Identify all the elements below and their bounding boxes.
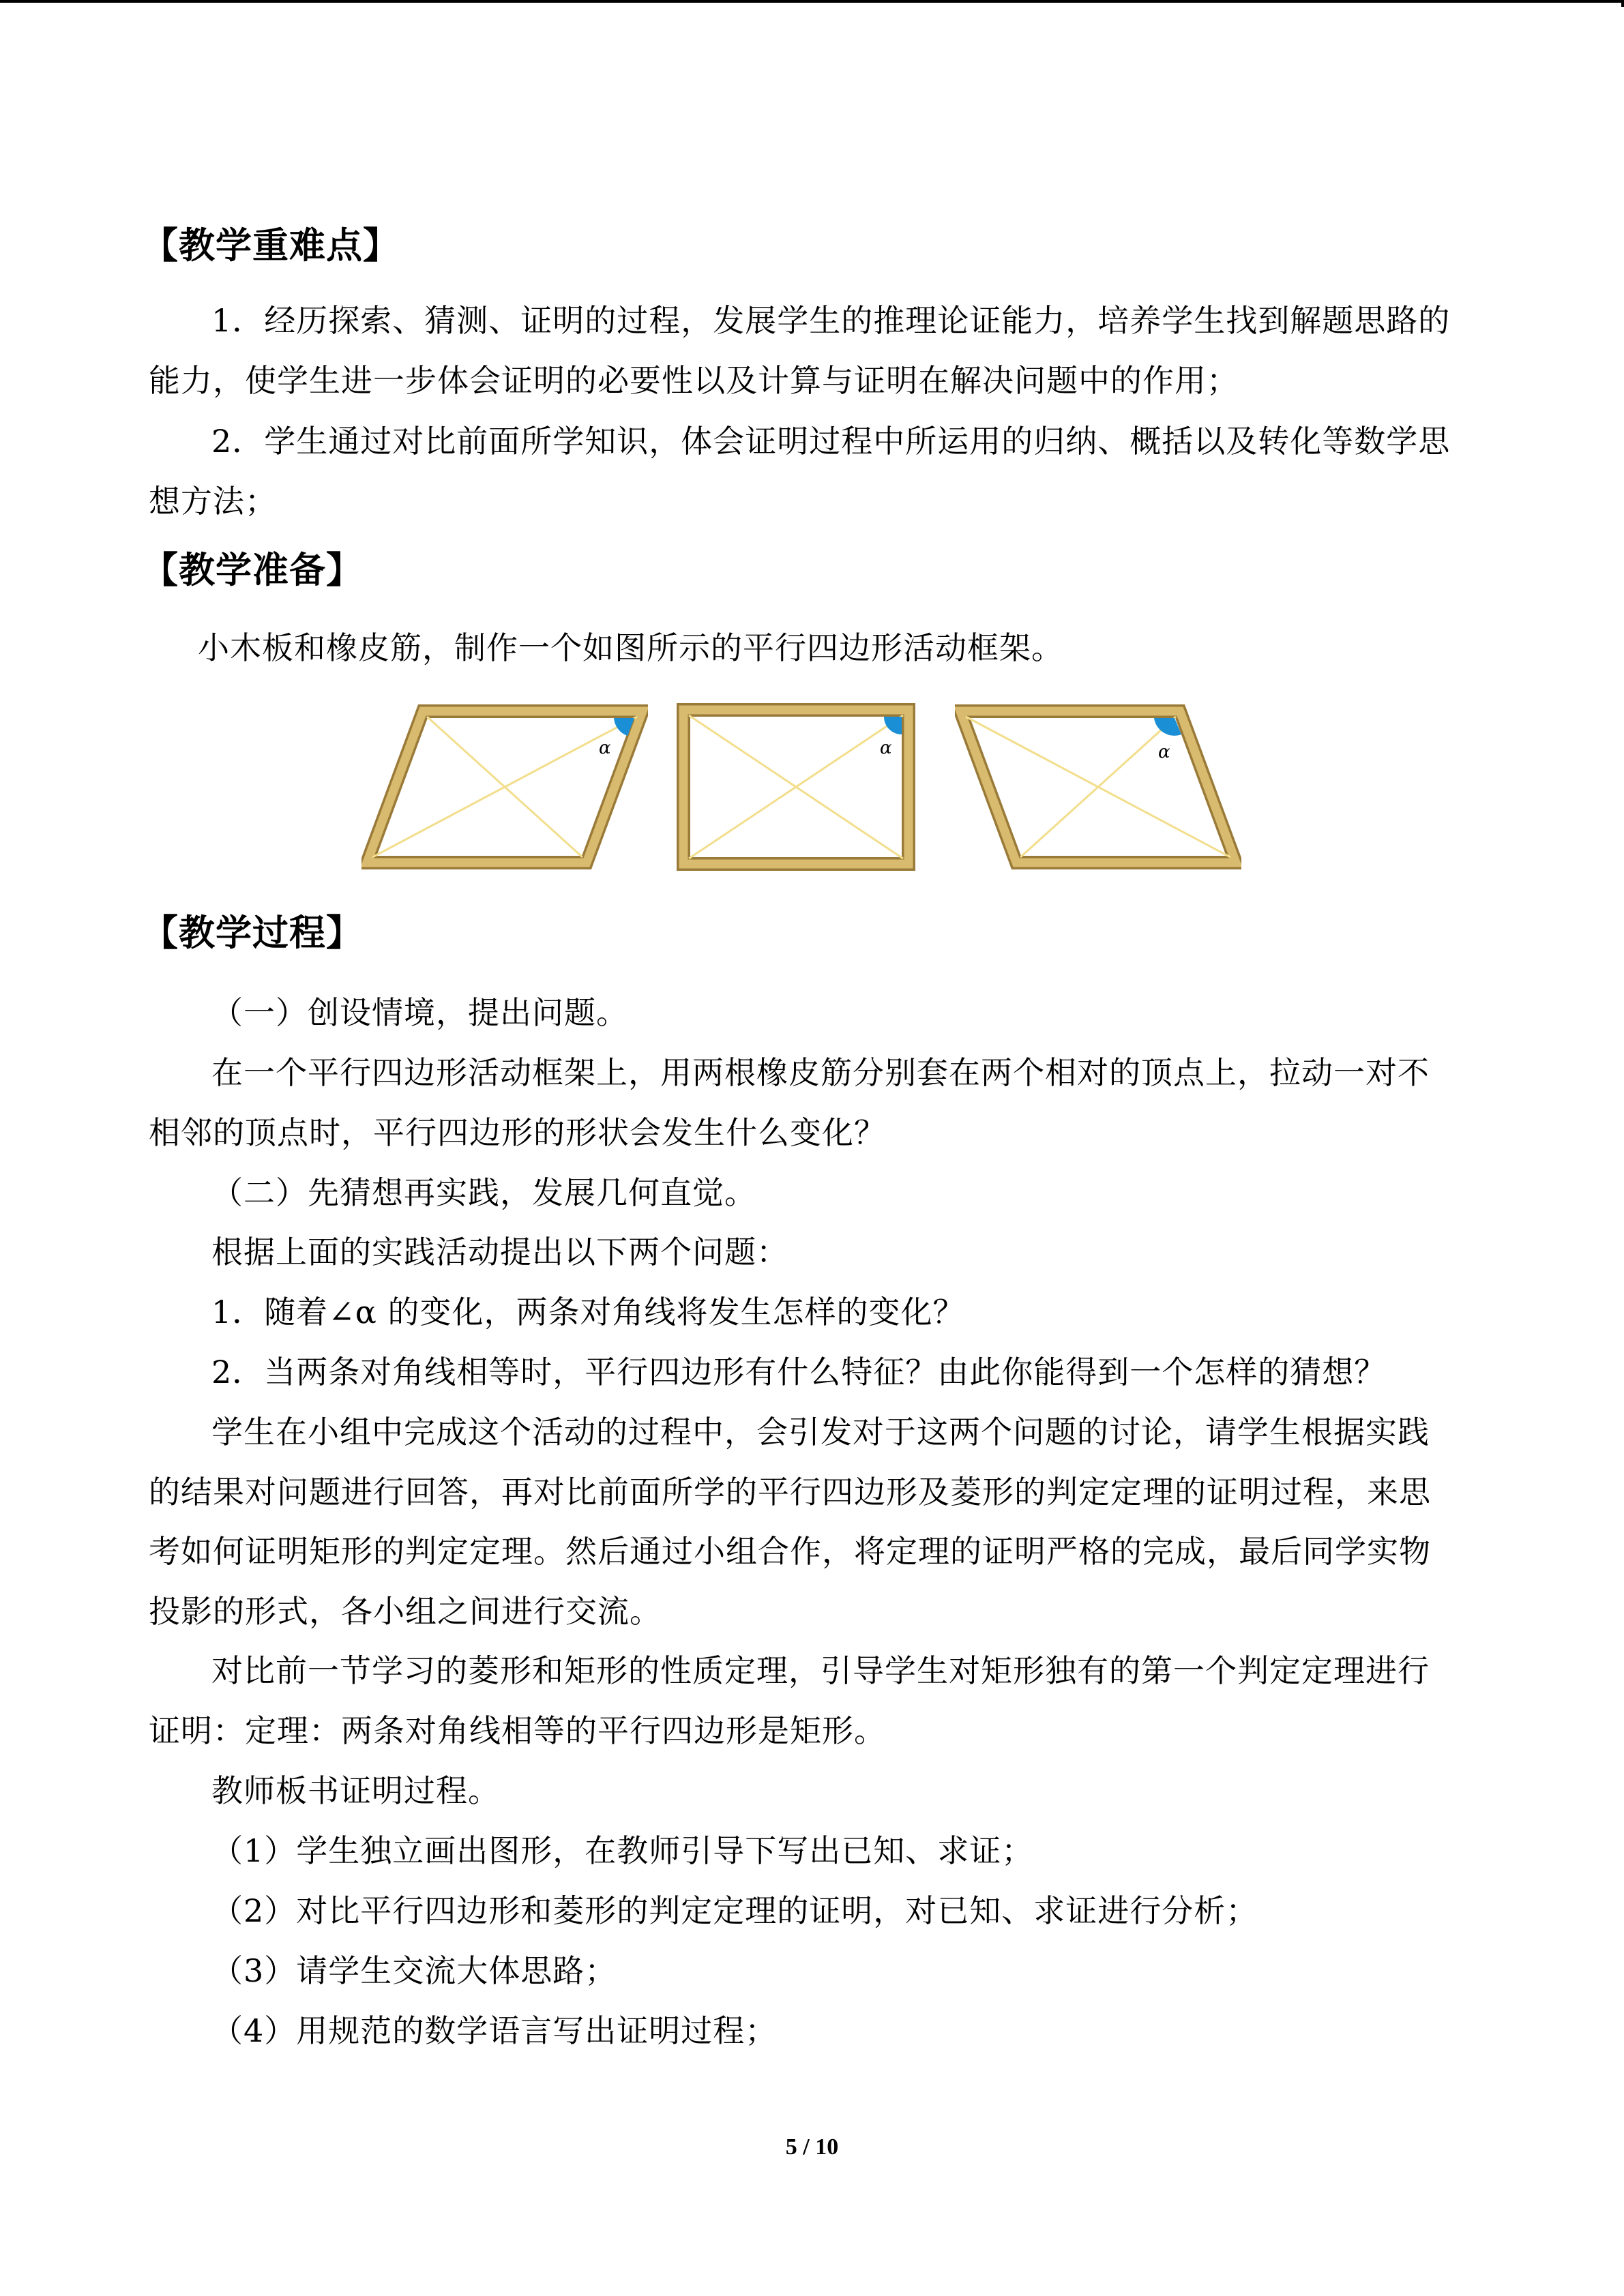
page-number: 5 / 10 <box>785 2134 839 2160</box>
section-title-process: 【教学过程】 <box>142 912 363 954</box>
difficulty-line-1: 1．经历探索、猜测、证明的过程，发展学生的推理论证能力，培养学生找到解题思路的 <box>211 302 1451 339</box>
difficulty-line-4: 想方法； <box>149 483 277 520</box>
process-line-14: 教师板书证明过程。 <box>211 1772 500 1809</box>
process-line-8: 学生在小组中完成这个活动的过程中，会引发对于这两个问题的讨论，请学生根据实践 <box>211 1414 1430 1450</box>
angle-label: α <box>1158 742 1170 762</box>
top-border-corner <box>1621 0 1624 7</box>
process-line-15: （1）学生独立画出图形，在教师引导下写出已知、求证； <box>211 1832 1034 1869</box>
process-line-9: 的结果对问题进行回答，再对比前面所学的平行四边形及菱形的判定定理的证明过程，来思 <box>149 1474 1431 1510</box>
angle-label: α <box>880 738 892 758</box>
process-line-6: 1．随着∠α 的变化，两条对角线将发生怎样的变化？ <box>211 1294 965 1330</box>
frame-rectangle-middle <box>675 699 917 876</box>
difficulty-line-3: 2．学生通过对比前面所学知识，体会证明过程中所运用的归纳、概括以及转化等数学思 <box>211 423 1451 460</box>
top-border-line <box>0 0 1624 3</box>
angle-label: α <box>599 738 611 758</box>
process-line-13: 证明：定理：两条对角线相等的平行四边形是矩形。 <box>149 1712 886 1749</box>
process-line-2: 在一个平行四边形活动框架上，用两根橡皮筋分别套在两个相对的顶点上，拉动一对不 <box>211 1054 1430 1091</box>
process-line-7: 2．当两条对角线相等时，平行四边形有什么特征？由此你能得到一个怎样的猜想？ <box>211 1354 1387 1390</box>
section-title-preparation: 【教学准备】 <box>142 550 363 591</box>
section-title-difficulty: 【教学重难点】 <box>142 225 400 267</box>
process-line-10: 考如何证明矩形的判定定理。然后通过小组合作，将定理的证明严格的完成，最后同学实物 <box>149 1533 1431 1570</box>
process-line-12: 对比前一节学习的菱形和矩形的性质定理，引导学生对矩形独有的第一个判定定理进行 <box>211 1652 1430 1689</box>
difficulty-line-2: 能力，使学生进一步体会证明的必要性以及计算与证明在解决问题中的作用； <box>149 362 1239 399</box>
process-line-3: 相邻的顶点时，平行四边形的形状会发生什么变化？ <box>149 1114 886 1151</box>
process-line-11: 投影的形式，各小组之间进行交流。 <box>149 1593 662 1630</box>
preparation-text: 小木板和橡皮筋，制作一个如图所示的平行四边形活动框架。 <box>198 629 1063 666</box>
frame-parallelogram-left <box>361 699 648 876</box>
process-line-18: （4）用规范的数学语言写出证明过程； <box>211 2012 778 2049</box>
process-line-17: （3）请学生交流大体思路； <box>211 1952 617 1989</box>
process-line-4: （二）先猜想再实践，发展几何直觉。 <box>211 1174 756 1211</box>
process-line-5: 根据上面的实践活动提出以下两个问题： <box>211 1234 788 1270</box>
parallelogram-frames-figure <box>361 699 1248 876</box>
process-line-1: （一）创设情境，提出问题。 <box>211 994 628 1031</box>
frame-parallelogram-right <box>955 699 1241 876</box>
process-line-16: （2）对比平行四边形和菱形的判定定理的证明，对已知、求证进行分析； <box>211 1892 1258 1929</box>
